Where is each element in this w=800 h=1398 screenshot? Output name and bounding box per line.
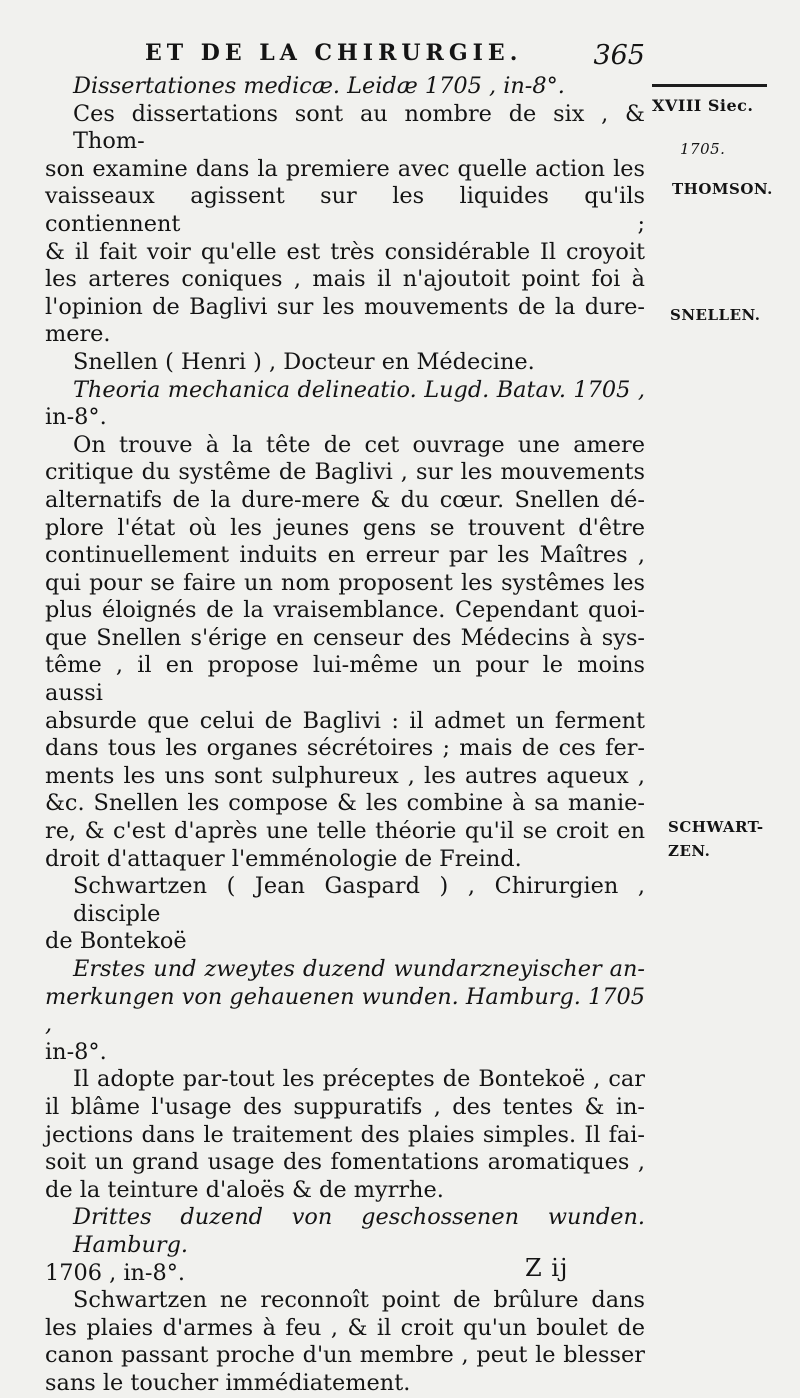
text-line: absurde que celui de Baglivi : il admet un ferment [45, 707, 645, 734]
text-line: Schwartzen ne reconnoît point de brûlure dans [73, 1287, 645, 1314]
text-line: sans le toucher immédiatement. [45, 1369, 411, 1396]
text-line: soit un grand usage des fomentations aromatiques , [45, 1149, 645, 1176]
text-line: jections dans le traitement des plaies simples. Il fai- [45, 1121, 645, 1148]
text-line: & il fait voir qu'elle est très considérable Il croyoit [45, 238, 645, 265]
text-line: &c. Snellen les compose & les combine à sa manie- [45, 790, 645, 817]
text-line: les arteres coniques , mais il n'ajoutoit point foi à [45, 266, 645, 293]
margin-note-snellen: SNELLEN. [670, 306, 761, 324]
margin-note-century: XVIII Siec. [652, 96, 754, 115]
text-line: critique du systême de Baglivi , sur les mouvements [45, 459, 645, 486]
text-line: de la teinture d'aloës & de myrrhe. [45, 1176, 444, 1203]
text-line: On trouve à la tête de cet ouvrage une amere [73, 431, 645, 458]
text-line: dans tous les organes sécrétoires ; mais de ces fer- [45, 735, 645, 762]
text-line: il blâme l'usage des suppuratifs , des tentes & in- [45, 1093, 645, 1120]
text-line: Schwartzen ( Jean Gaspard ) , Chirurgien , disciple [73, 873, 645, 927]
text-line: merkungen von gehauenen wunden. Hamburg. 1705 , [45, 983, 645, 1038]
body-text [45, 73, 645, 1398]
text-line: mere. [45, 321, 111, 348]
text-line: re, & c'est d'après une telle théorie qu'il se croit en [45, 818, 645, 845]
text-line: Il adopte par-tout les préceptes de Bontekoë , car [73, 1066, 645, 1093]
text-line: les plaies d'armes à feu , & il croit qu'un boulet de [45, 1314, 645, 1341]
margin-note-year: 1705. [680, 140, 726, 158]
text-line: tême , il en propose lui-même un pour le moins aussi [45, 652, 645, 707]
text-line: Snellen ( Henri ) , Docteur en Médecine. [73, 348, 535, 375]
text-line: 1706 , in-8°. [45, 1259, 186, 1286]
text-line: de Bontekoë [45, 928, 187, 955]
text-line: droit d'attaquer l'emménologie de Freind. [45, 845, 522, 872]
text-line: Theoria mechanica delineatio. Lugd. Batav. 1705 , [73, 376, 645, 403]
text-line: l'opinion de Baglivi sur les mouvements de la dure- [45, 293, 645, 320]
text-line: plus éloignés de la vraisemblance. Cependant quoi- [45, 597, 645, 624]
signature-mark: Z ij [525, 1254, 569, 1282]
text-line: alternatifs de la dure-mere & du cœur. Snellen dé- [45, 486, 645, 513]
text-line: canon passant proche d'un membre , peut le blesser [45, 1342, 645, 1369]
margin-rule [652, 84, 767, 87]
margin-note-schwartzen: SCHWART- [668, 818, 764, 836]
margin-note-thomson: THOMSON. [672, 180, 773, 198]
page-number: 365 [593, 40, 645, 71]
text-line: Erstes und zweytes duzend wundarzneyischer an- [73, 956, 645, 982]
text-line: in-8°. [45, 1038, 107, 1065]
text-line: qui pour se faire un nom proposent les systêmes les [45, 569, 645, 596]
text-line: plore l'état où les jeunes gens se trouvent d'être [45, 514, 645, 541]
text-line: vaisseaux agissent sur les liquides qu'ils contiennent ; [45, 183, 645, 237]
text-line: continuellement induits en erreur par les Maîtres , [45, 542, 645, 569]
running-title: ET DE LA CHIRURGIE. [145, 40, 523, 66]
text-line: que Snellen s'érige en censeur des Médecins à sys- [45, 624, 645, 651]
text-line: ments les uns sont sulphureux , les autres aqueux , [45, 762, 645, 789]
text-line: Dissertationes medicæ. Leidæ 1705 , in-8°. [73, 73, 565, 99]
text-line: Ces dissertations sont au nombre de six , & Thom- [73, 100, 645, 155]
text-line: in-8°. [45, 404, 107, 431]
margin-note-schwartzen-cont: ZEN. [668, 842, 711, 860]
text-line: Drittes duzend von geschossenen wunden. Hamburg. [73, 1204, 645, 1258]
text-line: son examine dans la premiere avec quelle action les [45, 155, 645, 182]
